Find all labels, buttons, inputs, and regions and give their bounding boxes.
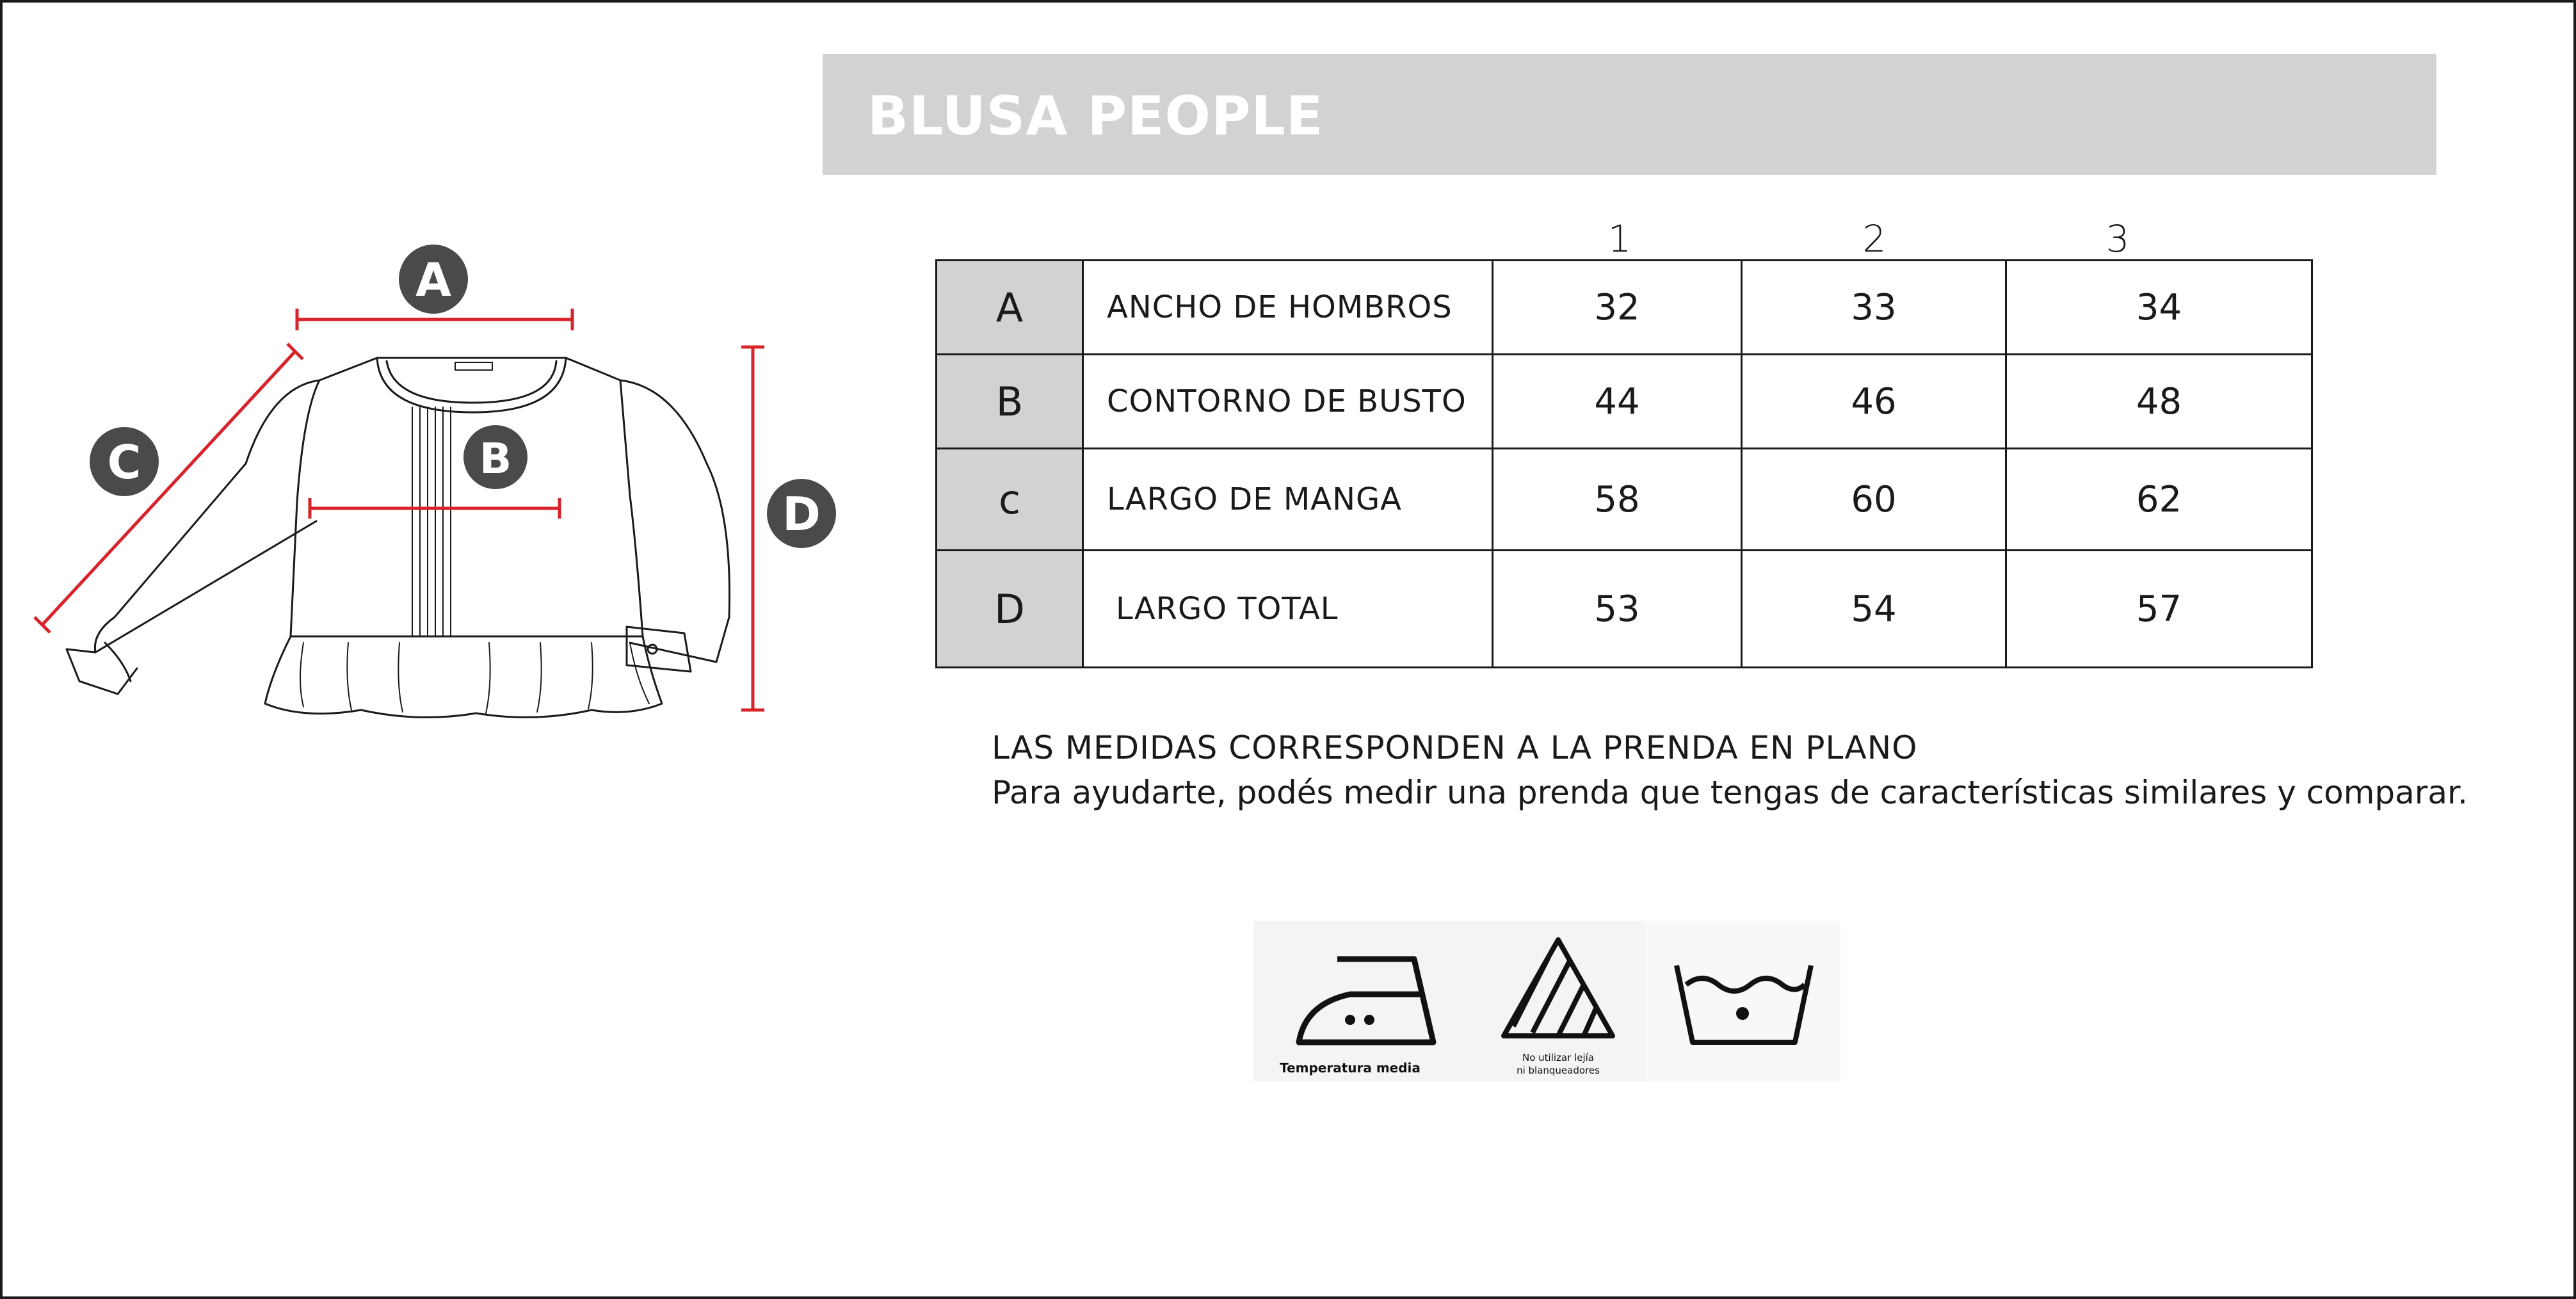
row-value: 46 [1742,355,2006,449]
care-wash [1645,921,1840,1081]
header-bar [823,54,2436,175]
iron-label: Temperatura media [1280,1060,1421,1076]
bleach-label-line2: ni blanqueadores [1517,1065,1600,1076]
product-title: BLUSA PEOPLE [867,85,1324,147]
care-symbols [1254,921,1840,1081]
row-value: 54 [1742,551,2006,668]
measurement-note: LAS MEDIDAS CORRESPONDEN A LA PRENDA EN PLANO [992,729,1918,766]
care-iron [1254,921,1638,1081]
svg-text:B: B [479,434,512,483]
marker-a [399,245,468,314]
row-value: 33 [1742,261,2006,355]
row-letter: A [937,261,1083,355]
row-measure-name: CONTORNO DE BUSTO [1083,355,1493,449]
marker-c [90,427,159,496]
svg-text:C: C [107,435,141,489]
bleach-label-line1: No utilizar lejía [1522,1052,1594,1063]
row-letter: D [937,551,1083,668]
svg-text:D: D [782,487,821,541]
row-measure-name: LARGO DE MANGA [1083,449,1493,551]
marker-b [463,425,527,489]
size-column-3: 3 [2105,217,2130,261]
size-column-1: 1 [1607,217,1632,261]
measure-line-c [35,344,303,633]
blouse-illustration [67,358,730,717]
help-note: Para ayudarte, podés medir una prenda que tengas de características similares y comparar. [992,774,2468,811]
row-value: 62 [2006,449,2312,551]
size-column-2: 2 [1862,217,1887,261]
row-value: 34 [2006,261,2312,355]
size-table [935,259,2313,668]
garment-diagram [3,3,848,739]
wash-30-icon [1667,946,1821,1061]
row-value: 60 [1742,449,2006,551]
row-value: 44 [1493,355,1742,449]
iron-medium-temperature-icon [1273,933,1465,1061]
marker-d [767,479,836,548]
row-value: 53 [1493,551,1742,668]
row-value: 58 [1493,449,1742,551]
row-value: 48 [2006,355,2312,449]
row-measure-name: ANCHO DE HOMBROS [1083,261,1493,355]
table-row [937,449,2312,551]
table-row [937,261,2312,355]
row-value: 32 [1493,261,1742,355]
no-bleach-icon [1494,930,1622,1045]
row-measure-name: LARGO TOTAL [1083,551,1493,668]
row-letter: B [937,355,1083,449]
row-value: 57 [2006,551,2312,668]
measure-line-d [741,347,764,710]
svg-text:A: A [415,253,451,307]
row-letter: c [937,449,1083,551]
table-row [937,355,2312,449]
table-row [937,551,2312,668]
